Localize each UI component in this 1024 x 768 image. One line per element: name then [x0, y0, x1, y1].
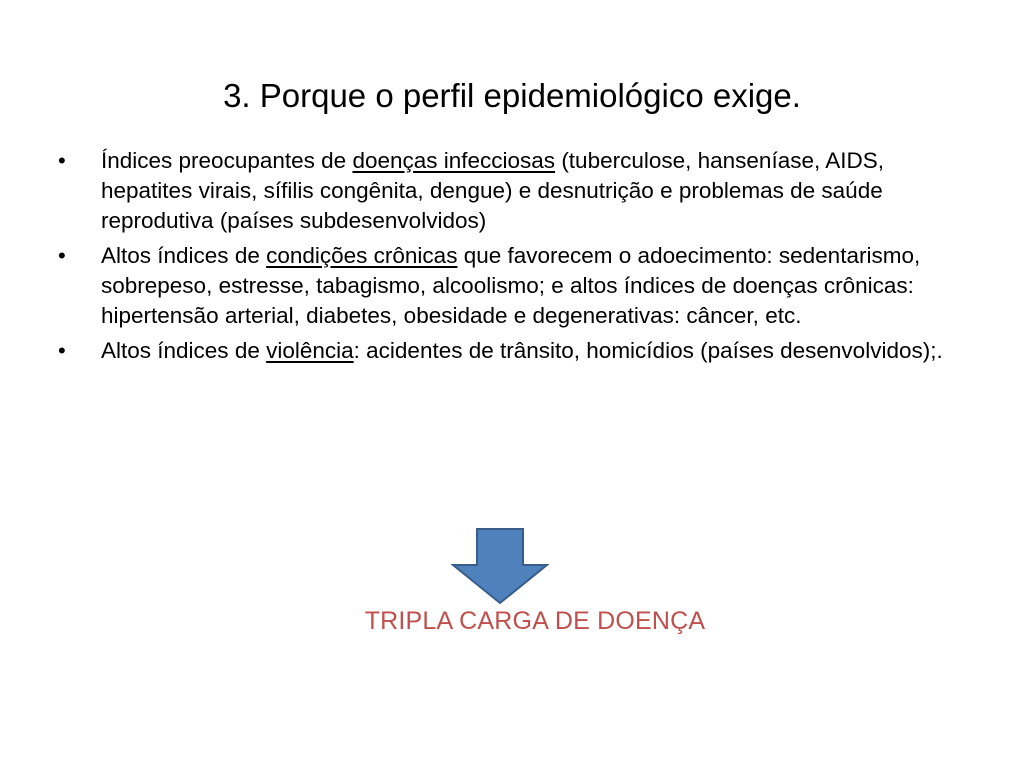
bullet-text-continued: (tuberculose, hanseníase, AIDS, hepatites virais, sífilis congênita, dengue) e desnutrição e problemas de saúde reprodutiva (países subdesenvolvidos) — [101, 148, 885, 233]
down-arrow-icon — [451, 527, 549, 605]
bullet-item — [58, 146, 958, 236]
bullet-item — [58, 241, 958, 331]
down-arrow-shape — [453, 529, 547, 603]
bullet-text: Índices preocupantes de — [101, 148, 353, 173]
bullet-list — [58, 146, 958, 371]
bullet-text: Altos índices de — [101, 338, 267, 363]
bullet-text-continued: que favorecem o adoecimento: sedentarismo, sobrepeso, estresse, tabagismo, alcoolismo; e altos índices de doenças crônicas: hipertensão arterial, diabetes, obesidade e degenerativas: câncer, etc. — [101, 243, 921, 328]
slide-title: 3. Porque o perfil epidemiológico exige. — [223, 77, 801, 114]
tagline: TRIPLA CARGA DE DOENÇA — [364, 607, 706, 635]
underlined-term: condições crônicas — [266, 243, 458, 268]
bullet-item — [58, 336, 958, 366]
bullet-marker: • — [58, 148, 66, 173]
bullet-marker: • — [58, 243, 66, 268]
bullet-marker: • — [58, 338, 66, 363]
bullet-text: Altos índices de — [101, 243, 267, 268]
underlined-term: violência — [266, 338, 354, 363]
underlined-term: doenças infecciosas — [352, 148, 556, 173]
bullet-text-continued: : acidentes de trânsito, homicídios (países desenvolvidos);. — [353, 338, 943, 363]
